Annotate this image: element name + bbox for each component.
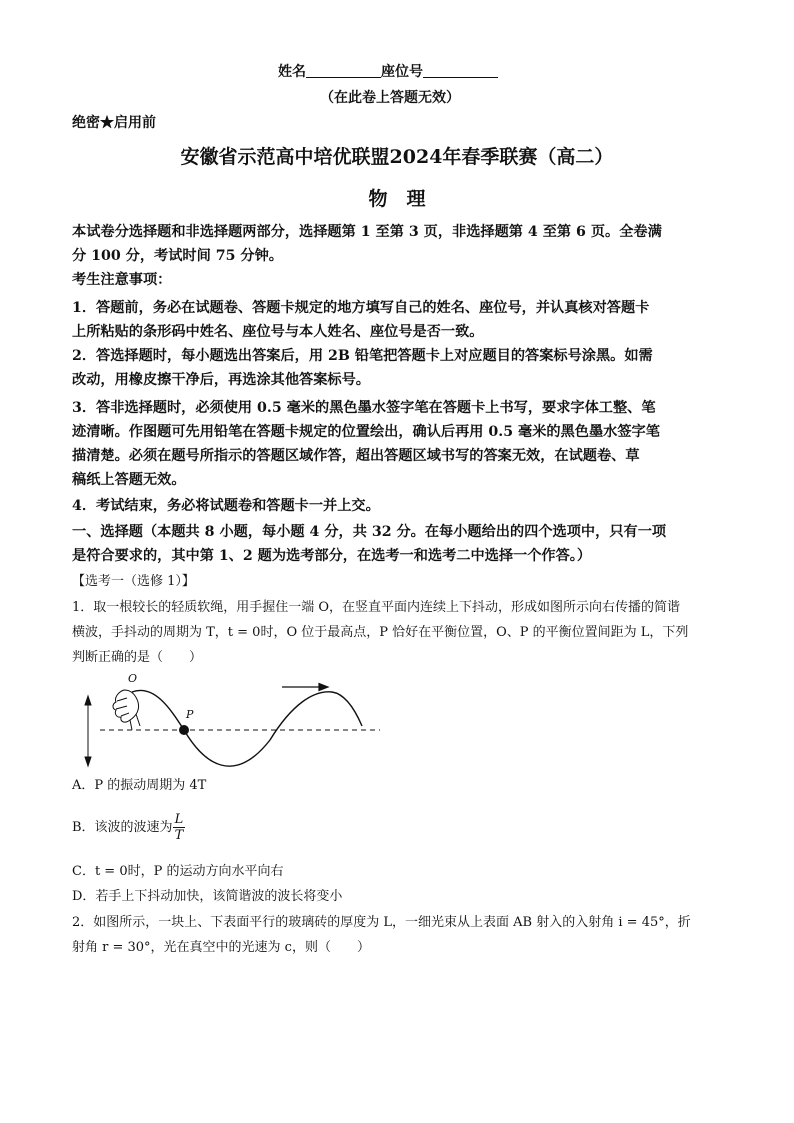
exam-title: 安徽省示范高中培优联盟2024年春季联赛（高二） (180, 146, 614, 168)
note-line: 4．考试结束，务必将试题卷和答题卡一并上交。 (72, 498, 380, 514)
intro-line-2: 分 100 分，考试时间 75 分钟。 (72, 248, 283, 264)
note-line: 稿纸上答题无效。 (72, 472, 186, 488)
q2-line: 射角 r = 30°，光在真空中的光速为 c，则（ ） (72, 940, 370, 955)
note-line: 1．答题前，务必在试题卷、答题卡规定的地方填写自己的姓名、座位号，并认真核对答题卡 (72, 300, 650, 316)
notes-heading: 考生注意事项： (72, 272, 172, 288)
note-line: 迹清晰。作图题可先用铅笔在答题卡规定的位置绘出，确认后再用 0.5 毫米的黑色墨水签字笔 (72, 424, 660, 440)
option-b-text: B．该波的波速为 (72, 820, 173, 835)
q1-line: 判断正确的是（ ） (72, 650, 203, 665)
section-heading-line: 是符合要求的，其中第 1、2 题为选考部分，在选考一和选考二中选择一个作答。） (72, 548, 592, 564)
vertical-double-arrow (85, 696, 91, 766)
elective-heading: 【选考一（选修 1）】 (72, 574, 195, 589)
invalid-notice: （在此卷上答题无效） (320, 90, 460, 106)
section-heading-line: 一、选择题（本题共 8 小题，每小题 4 分，共 32 分。在每小题给出的四个选项中，只有一项 (72, 524, 667, 540)
note-line: 2．答选择题时，每小题选出答案后，用 2B 铅笔把答题卡上对应题目的答案标号涂黑。如需 (72, 348, 653, 364)
seat-blank (423, 63, 498, 78)
name-label: 姓名 (278, 64, 306, 80)
q1-option-b (72, 812, 185, 843)
q1-option-a: A．P 的振动周期为 4T (72, 778, 207, 793)
wave-curve (132, 690, 362, 766)
hand-icon (113, 690, 140, 730)
point-p (179, 725, 189, 735)
propagation-arrow (282, 684, 328, 691)
q1-option-c: C．t = 0时，P 的运动方向水平向右 (72, 864, 284, 879)
label-o: O (128, 672, 138, 685)
note-line: 3．答非选择题时，必须使用 0.5 毫米的黑色墨水签字笔在答题卡上书写，要求字体工整、笔 (72, 400, 656, 416)
fraction-denominator: T (174, 828, 184, 843)
student-info (278, 62, 498, 82)
name-blank (306, 63, 381, 78)
intro-line-1: 本试卷分选择题和非选择题两部分，选择题第 1 至第 3 页，非选择题第 4 至第 6 页。全卷满 (72, 224, 662, 240)
fraction-numerator: L (173, 812, 186, 828)
q1-line: 1．取一根较长的轻质软绳，用手握住一端 O，在竖直平面内连续上下抖动，形成如图所示向右传播的简谐 (72, 600, 681, 615)
label-p: P (186, 708, 194, 721)
wave-figure (70, 668, 390, 768)
q1-line: 横波，手抖动的周期为 T，t = 0时，O 位于最高点，P 恰好在平衡位置，O、P 的平衡位置间距为 L，下列 (72, 625, 689, 640)
secret-mark: 绝密★启用前 (72, 115, 156, 131)
note-line: 描清楚。必须在题号所指示的答题区域作答，超出答题区域书写的答案无效，在试题卷、草 (72, 448, 640, 464)
seat-label: 座位号 (381, 64, 423, 80)
fraction-l-over-t (173, 812, 186, 843)
subject-title: 物 理 (368, 188, 426, 210)
q2-line: 2．如图所示，一块上、下表面平行的玻璃砖的厚度为 L，一细光束从上表面 AB 射入的入射角 i = 45°，折 (72, 915, 691, 930)
note-line: 上所粘贴的条形码中姓名、座位号与本人姓名、座位号是否一致。 (72, 324, 484, 340)
note-line: 改动，用橡皮擦干净后，再选涂其他答案标号。 (72, 372, 370, 388)
q1-option-d: D．若手上下抖动加快，该简谐波的波长将变小 (72, 889, 343, 904)
